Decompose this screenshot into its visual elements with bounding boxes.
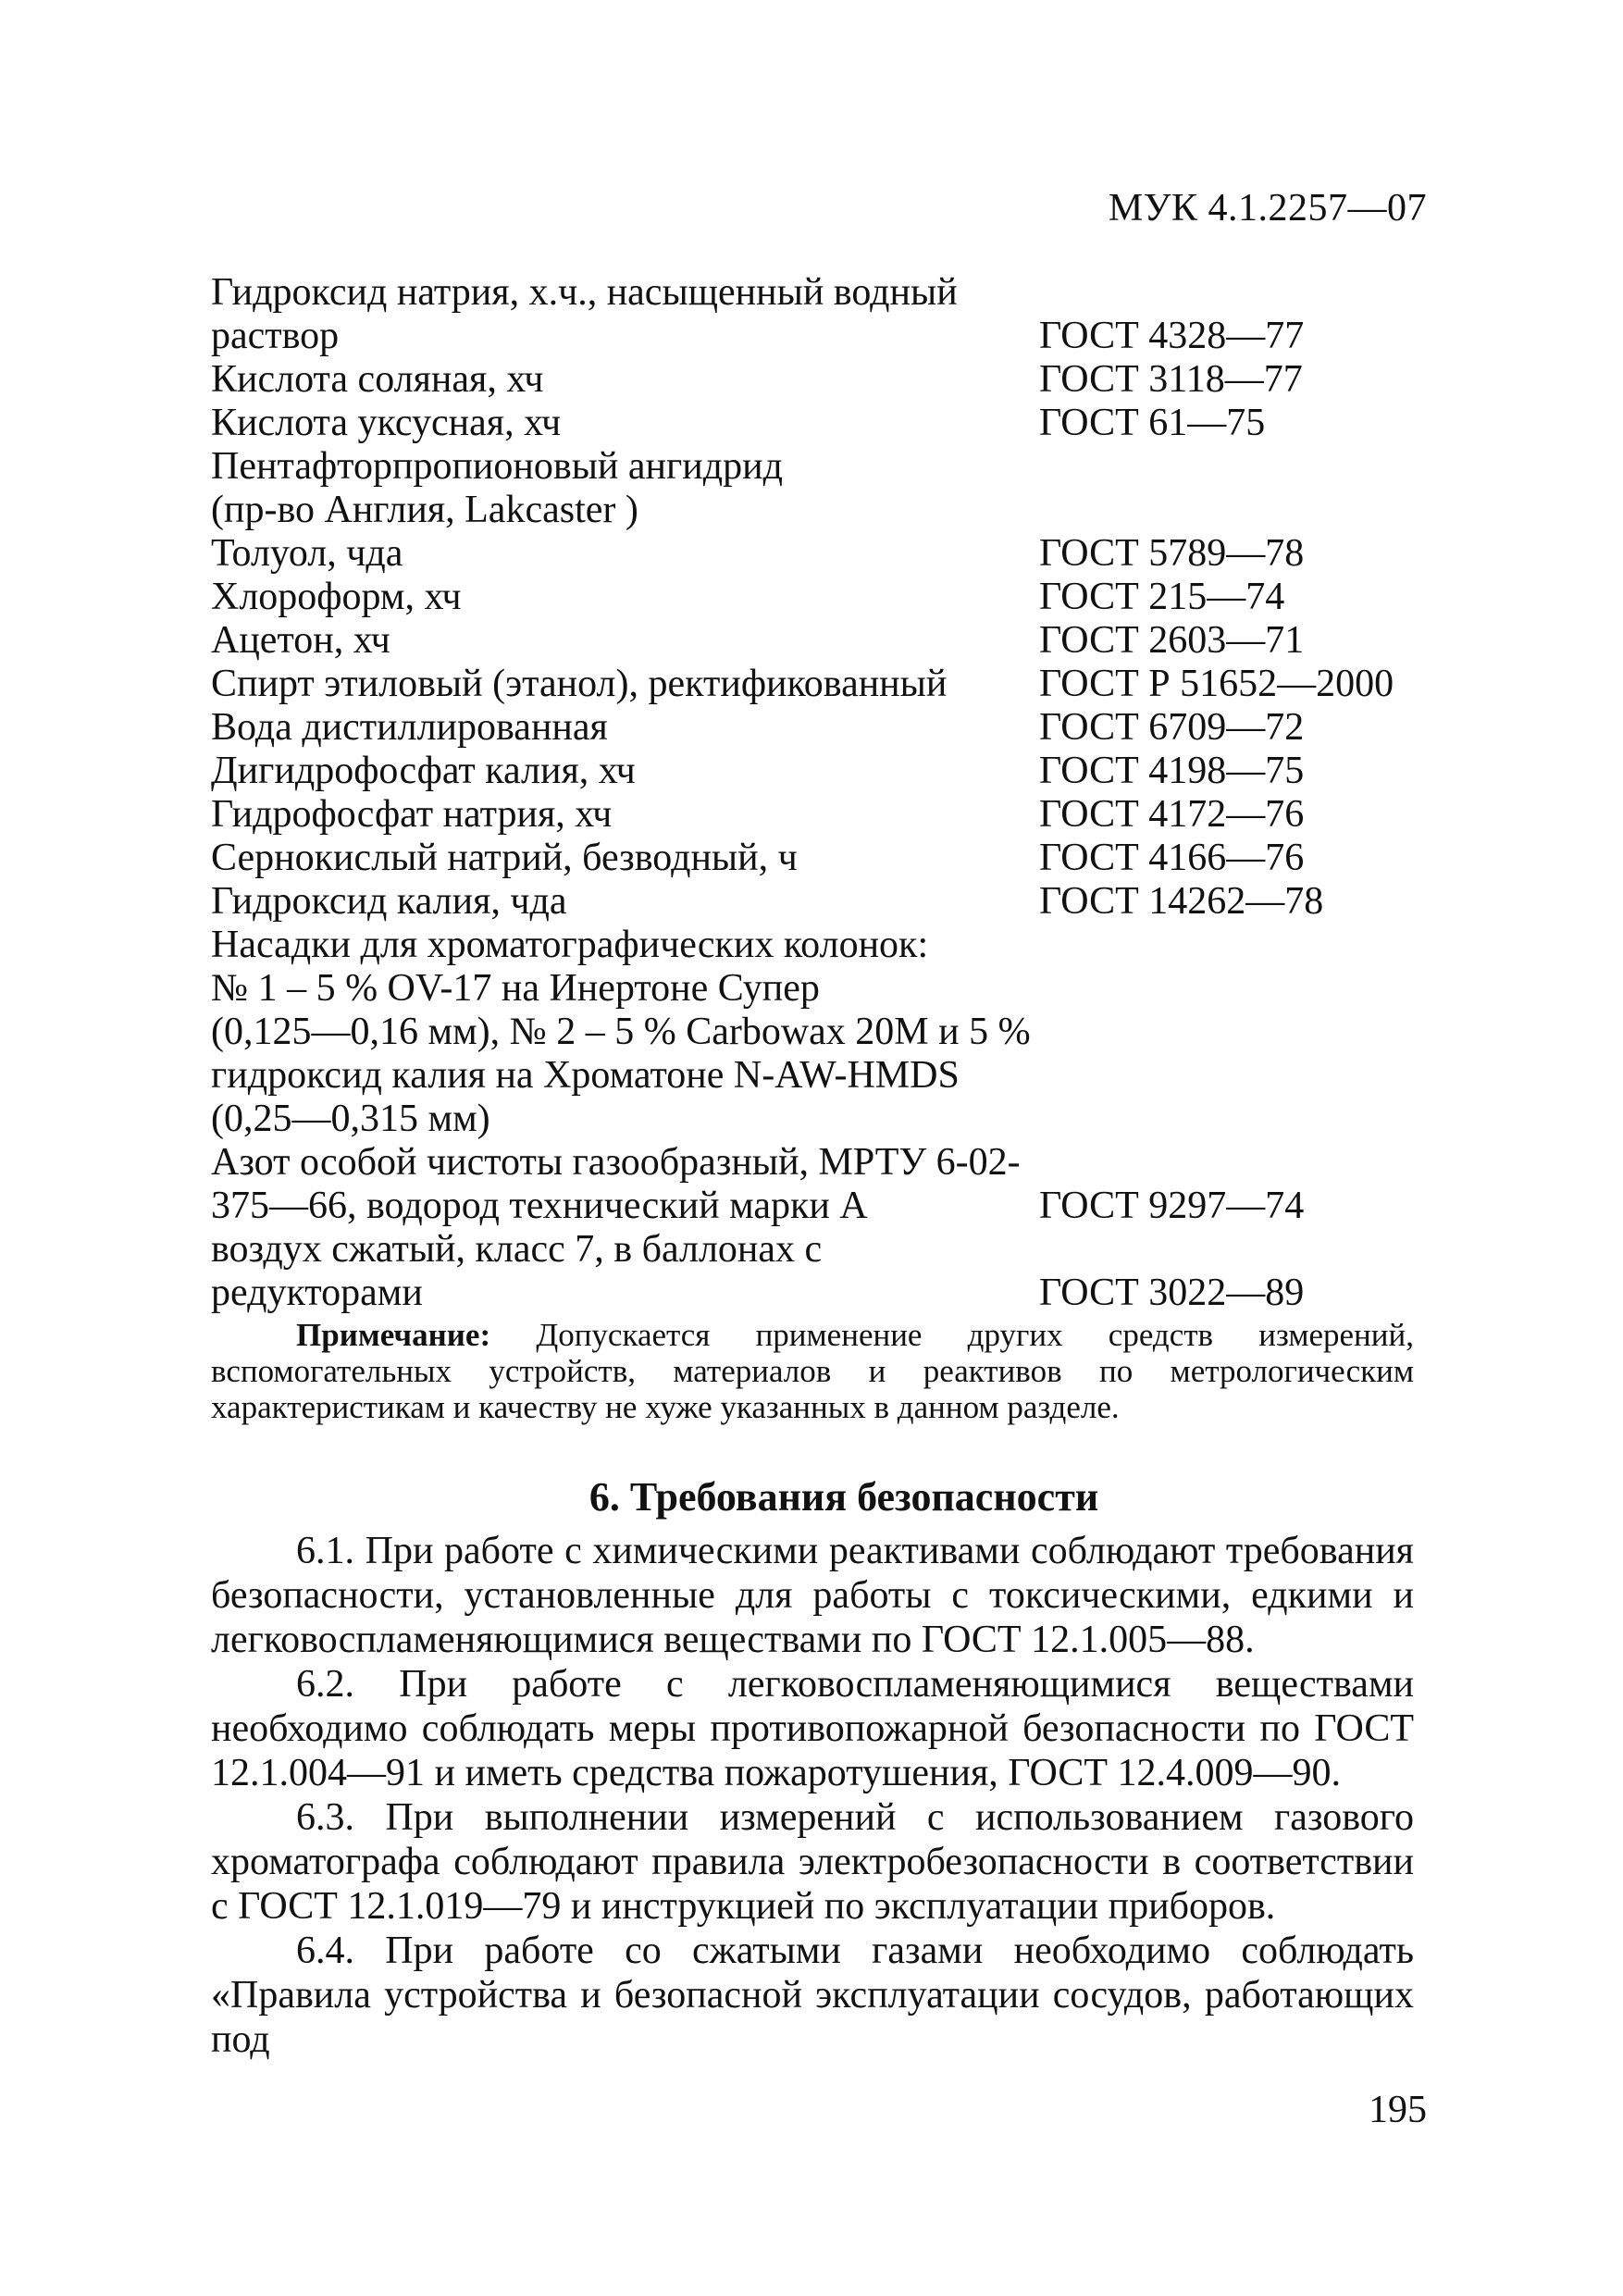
reagent-name: Гидроксид натрия, х.ч., насыщенный водный раствор — [211, 271, 958, 357]
reagent-row — [211, 1141, 1442, 1228]
reagent-name: Кислота соляная, хч — [211, 358, 544, 401]
reagent-row — [211, 532, 1442, 576]
note-label: Примечание: — [296, 1317, 491, 1353]
reagent-name: Гидроксид калия, чда — [211, 880, 567, 923]
note-paragraph — [211, 1317, 1414, 1425]
reagent-row — [211, 663, 1442, 706]
reagent-gost: ГОСТ 14262—78 — [1039, 880, 1324, 923]
reagent-name: Кислота уксусная, хч — [211, 402, 562, 444]
reagent-gost: ГОСТ 5789—78 — [1039, 532, 1305, 575]
section-heading-text: 6. Требования безопасности — [588, 1474, 1099, 1520]
reagent-row — [211, 1228, 1442, 1315]
note-text: Допускается применение других средств измерений, вспомогательных устройств, материалов и реактивов по метрологическим характеристикам и качеству не хуже указанных в данном разделе. — [211, 1317, 1414, 1425]
page-number: 195 — [1369, 2089, 1427, 2131]
reagent-gost: ГОСТ 2603—71 — [1039, 619, 1305, 662]
reagent-gost: ГОСТ 9297—74 — [1039, 1185, 1305, 1227]
reagents-list — [211, 271, 1442, 1315]
reagent-row — [211, 750, 1442, 793]
reagent-gost: ГОСТ 3022—89 — [1039, 1272, 1305, 1314]
reagent-gost: ГОСТ 3118—77 — [1039, 358, 1303, 401]
reagent-gost: ГОСТ 4172—76 — [1039, 793, 1305, 836]
reagent-row — [211, 445, 1442, 532]
paragraph: 6.4. При работе со сжатыми газами необходимо соблюдать «Правила устройства и безопасной эксплуатации сосудов, работающих под — [211, 1930, 1414, 2061]
paragraph: 6.2. При работе с легковоспламеняющимися веществами необходимо соблюдать меры противопожарной безопасности по ГОСТ 12.1.004—91 и иметь средства пожаротушения, ГОСТ 12.4.009—90. — [211, 1663, 1414, 1794]
reagent-row — [211, 706, 1442, 750]
reagent-name: Гидрофосфат натрия, хч — [211, 793, 613, 836]
reagent-row — [211, 837, 1442, 880]
section-body — [211, 1529, 1414, 2062]
reagent-name: Азот особой чистоты газообразный, МРТУ 6-02- 375—66, водород технический марки А — [211, 1141, 1021, 1227]
reagent-gost: ГОСТ Р 51652—2000 — [1039, 663, 1394, 705]
reagent-name: Дигидрофосфат калия, хч — [211, 750, 636, 792]
reagent-row — [211, 271, 1442, 358]
reagent-gost: ГОСТ 61—75 — [1039, 402, 1266, 444]
reagent-row — [211, 924, 1442, 1141]
paragraph: 6.3. При выполнении измерений с использованием газового хроматографа соблюдают правила электробезопасности в соответствии с ГОСТ 12.1.019—79 и инструкцией по эксплуатации приборов. — [211, 1796, 1414, 1928]
reagent-row — [211, 880, 1442, 924]
reagent-name: Толуол, чда — [211, 532, 403, 575]
reagent-gost: ГОСТ 4198—75 — [1039, 750, 1305, 792]
reagent-row — [211, 402, 1442, 445]
reagent-name: Ацетон, хч — [211, 619, 390, 662]
reagent-name: Насадки для хроматографических колонок: № 1 – 5 % OV-17 на Инертоне Супер (0,125—0,16 мм), № 2 – 5 % Carbowax 20M и 5 % гидроксид калия на Хроматоне N-AW-HMDS (0,25—0,315 мм) — [211, 924, 1031, 1140]
reagent-row — [211, 793, 1442, 837]
reagent-row — [211, 619, 1442, 663]
reagent-name: Вода дистиллированная — [211, 706, 608, 749]
paragraph: 6.1. При работе с химическими реактивами соблюдают требования безопасности, установленные для работы с токсическими, едкими и легковоспламеняющимися веществами по ГОСТ 12.1.005—88. — [211, 1530, 1414, 1661]
reagent-name: воздух сжатый, класс 7, в баллонах с редукторами — [211, 1228, 823, 1314]
running-header: МУК 4.1.2257—07 — [1108, 187, 1427, 230]
reagent-name: Спирт этиловый (этанол), ректификованный — [211, 663, 948, 705]
reagent-gost: ГОСТ 4166—76 — [1039, 837, 1305, 879]
reagent-name: Сернокислый натрий, безводный, ч — [211, 837, 798, 879]
reagent-gost: ГОСТ 4328—77 — [1039, 315, 1305, 357]
reagent-row — [211, 576, 1442, 619]
reagent-name: Пентафторпропионовый ангидрид (пр-во Англия, Lakcaster ) — [211, 445, 783, 531]
reagent-gost: ГОСТ 6709—72 — [1039, 706, 1305, 749]
reagent-name: Хлороформ, хч — [211, 576, 462, 618]
reagent-gost: ГОСТ 215—74 — [1039, 576, 1285, 618]
section-heading — [0, 1473, 1623, 1521]
reagent-row — [211, 358, 1442, 402]
